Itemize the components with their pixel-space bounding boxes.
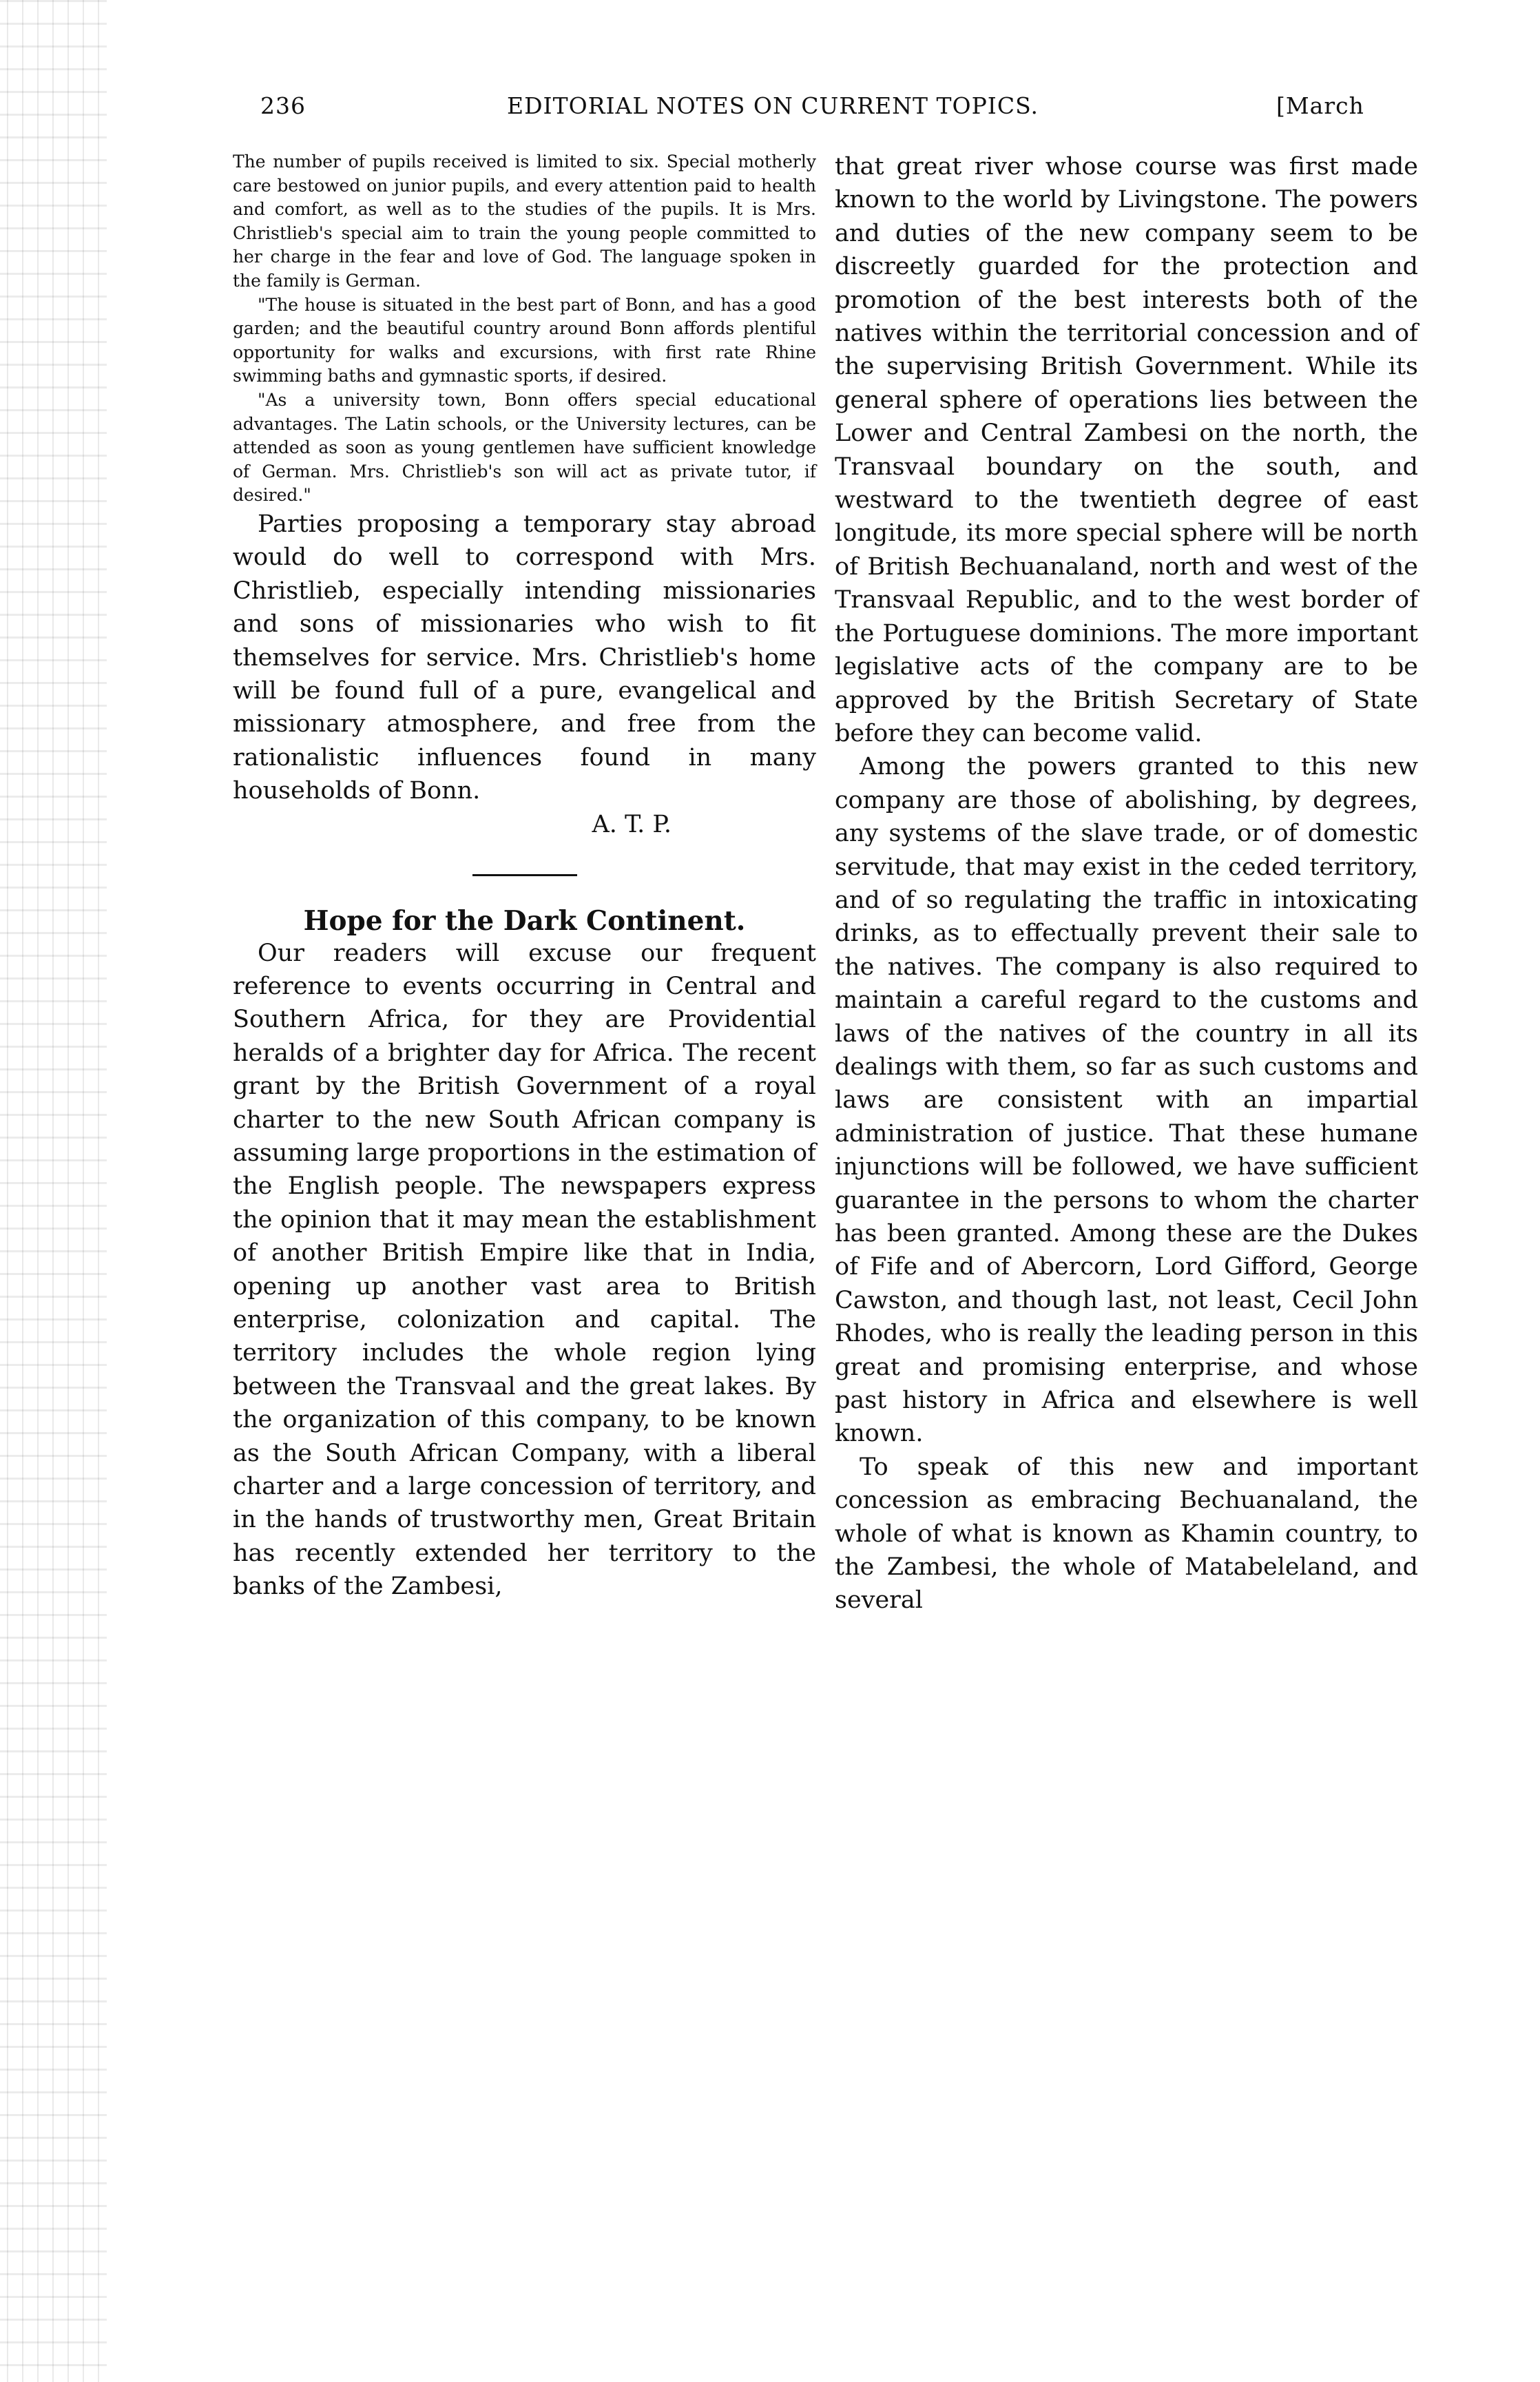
- running-title: EDITORIAL NOTES ON CURRENT TOPICS.: [507, 92, 1039, 119]
- issue-month: [March: [1276, 92, 1364, 119]
- article-paragraph-3: Among the powers granted to this new company are those of abolishing, by degrees, any systems of the slave trade, or of domestic servitude, that may exist in the ceded territory, and of so regulating the traffic in intoxicating drinks, as to effectually prevent their sale to the natives. The company is also required to maintain a careful regard to the customs and laws of the natives of the country in all its dealings with them, so far as such customs and laws are consistent with an impartial administration of justice. That these humane injunctions will be followed, we have sufficient guarantee in the persons to whom the charter has been granted. Among these are the Dukes of Fife and of Abercorn, Lord Gifford, George Cawston, and though last, not least, Cecil John Rhodes, who is really the leading person in this great and promising enterprise, and whose past history in Africa and elsewhere is well known.: [835, 753, 1418, 1448]
- article-paragraph-1: Our readers will excuse our frequent reference to events occurring in Central and Southern Africa, for they are Providential heralds of a brighter day for Africa. The recent grant by the British Government of a royal charter to the new South African company is assuming large proportions in the estimation of the English people. The newspapers express the opinion that it may mean the establishment of another British Empire like that in India, opening up another vast area to British enterprise, colonization and capital. The territory includes the whole region lying between the Transvaal and the great lakes. By the organization of this company, to be known as the South African Company, with a liberal charter and a large concession of territory, and in the hands of trustworthy men, Great Britain has recently extended her territory to the banks of the Zambesi,: [233, 939, 816, 1601]
- notice-paragraph-1: The number of pupils received is limited to six. Special motherly care bestowed on junior pupils, and every attention paid to health and comfort, as well as to the studies of the pupils. It is Mrs. Christlieb's special aim to train the young people committed to her charge in the fear and love of God. The language spoken in the family is German.: [233, 152, 816, 291]
- author-signature: A. T. P.: [592, 810, 672, 838]
- section-divider: [472, 874, 577, 876]
- left-column: [233, 150, 816, 1604]
- closing-paragraph: Parties proposing a temporary stay abroad would do well to correspond with Mrs. Christlieb, especially intending missionaries and sons of missionaries who wish to fit themselves for service. Mrs. Christlieb's home will be found full of a pure, evangelical and missionary atmosphere, and free from the rationalistic influences found in many households of Bonn.: [233, 510, 816, 805]
- notice-paragraph-3: "As a university town, Bonn offers special educational advantages. The Latin schools, or the University lectures, can be attended as soon as young gentlemen have sufficient knowledge of German. Mrs. Christlieb's son will act as private tutor, if desired.": [233, 389, 816, 506]
- article-paragraph-4: To speak of this new and important concession as embracing Bechuanaland, the whole of what is known as Khamin country, to the Zambesi, the whole of Matabeleland, and several: [835, 1453, 1418, 1615]
- right-column: [835, 150, 1418, 1617]
- article-heading: Hope for the Dark Continent.: [303, 904, 746, 937]
- article-paragraph-2: that great river whose course was first made known to the world by Livingstone. The powers and duties of the new company seem to be discreetly guarded for the protection and promotion of the best interests both of the natives within the territorial concession and of the supervising British Government. While its general sphere of operations lies between the Lower and Central Zambesi on the north, the Transvaal boundary on the south, and westward to the twentieth degree of east longitude, its more special sphere will be north of British Bechuanaland, north and west of the Transvaal Republic, and to the west border of the Portuguese dominions. The more important legislative acts of the company are to be approved by the British Secretary of State before they can become valid.: [835, 153, 1418, 747]
- page-number: 236: [260, 92, 306, 119]
- scan-binding-edge: [0, 0, 107, 2382]
- notice-paragraph-2: "The house is situated in the best part of Bonn, and has a good garden; and the beautiful country around Bonn affords plentiful opportunity for walks and excursions, with first rate Rhine swimming baths and gymnastic sports, if desired.: [233, 294, 816, 386]
